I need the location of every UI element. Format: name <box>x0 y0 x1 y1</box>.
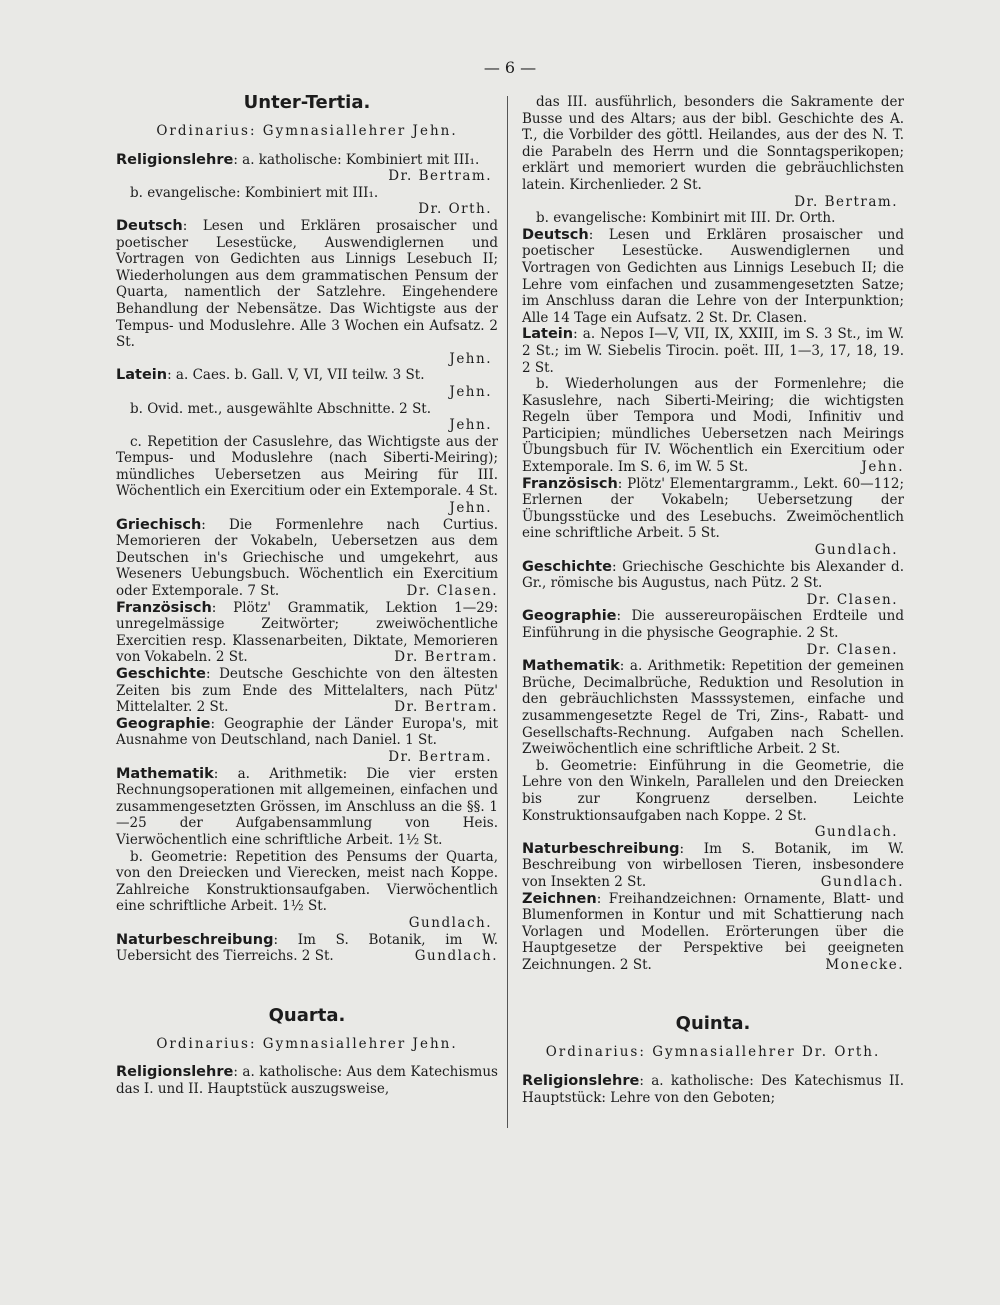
teacher-signature: Monecke. <box>825 956 904 973</box>
subject-text: : Lesen und Erklären prosaischer und poetischer Lesestücke. Auswendiglernen und Vortragen von Gedichten aus Linnigs Lesebuch II; die Lehre vom einfachen und zusammengesetzten Satze; im Anschluss daran die Lehre von der Interpunktion; Alle 14 Tage ein Aufsatz. 2 St. Dr. Clasen. <box>522 226 904 326</box>
section-title-quarta: Quarta. <box>268 1004 346 1026</box>
subject-paragraph <box>522 608 904 641</box>
subject-heading: Naturbeschreibung <box>522 840 680 857</box>
ordinarius-line: Ordinarius: Gymnasiallehrer Jehn. <box>156 123 458 139</box>
subject-paragraph <box>522 227 904 327</box>
left-column <box>116 92 498 1097</box>
subject-paragraph <box>522 658 904 758</box>
subject-text: : Im S. Botanik, im W. Beschreibung von wirbellosen Tieren, insbesondere von Insekten 2 St. <box>522 840 904 890</box>
teacher-signature: Jehn. <box>449 417 492 434</box>
subject-heading: Latein <box>522 326 574 343</box>
subject-heading: Französisch <box>522 475 618 492</box>
subject-paragraph <box>116 600 498 666</box>
subject-text: b. Geometrie: Einführung in die Geometrie, die Lehre von den Winkeln, Parallelen und den Dreiecken bis zur Kongruenz derselben. Leichte Konstruktionsaufgaben nach Koppe. 2 St. <box>522 757 904 824</box>
subject-paragraph <box>116 666 498 716</box>
teacher-signature: Dr. Bertram. <box>388 168 492 185</box>
teacher-signature: Dr. Bertram. <box>394 699 498 716</box>
subject-heading: Geschichte <box>522 558 612 575</box>
teacher-signature: Dr. Bertram. <box>394 649 498 666</box>
subject-paragraph <box>116 152 498 169</box>
left-blocks <box>116 152 498 965</box>
subject-text: : a. katholische: Des Katechismus II. Hauptstück: Lehre von den Geboten; <box>522 1073 904 1106</box>
teacher-signature: Dr. Bertram. <box>388 748 492 765</box>
subject-text: : Die aussereuropäischen Erdteile und Einführung in die physische Geographie. 2 St. <box>522 608 904 641</box>
subject-paragraph <box>522 210 904 227</box>
subject-paragraph <box>116 367 498 384</box>
page-number: — 6 — <box>483 58 537 77</box>
subject-heading: Mathematik <box>116 765 214 782</box>
column-divider <box>507 96 508 1128</box>
subject-paragraph <box>116 1064 498 1097</box>
teacher-signature: Gundlach. <box>408 914 492 931</box>
subject-text: b. evangelische: Kombinirt mit III. Dr. Orth. <box>536 210 836 227</box>
subject-paragraph <box>116 849 498 915</box>
teacher-signature: Dr. Clasen. <box>806 591 898 608</box>
teacher-signature: Gundlach. <box>820 873 904 890</box>
subject-paragraph <box>522 376 904 476</box>
teacher-signature: Gundlach. <box>814 824 898 841</box>
section-title-quinta: Quinta. <box>675 1013 751 1035</box>
teacher-signature: Gundlach. <box>414 948 498 965</box>
subject-heading: Latein <box>116 367 168 384</box>
subject-heading: Geographie <box>116 715 211 732</box>
subject-paragraph <box>522 326 904 376</box>
teacher-signature: Jehn. <box>861 459 904 476</box>
subject-text: das III. ausführlich, besonders die Sakramente der Busse und des Altars; aus der bibl. Geschichte des A. T., die Vorbilder des göttl. Heilandes, aus der des N. T. die Parabeln des Herrn und die Sonntagsperikopen; erklärt und memoriert wurden die gebräuchlichsten latein. Kirchenlieder. 2 St. <box>522 94 904 193</box>
subject-paragraph <box>522 758 904 824</box>
subject-heading: Religionslehre <box>116 151 234 168</box>
subject-text: : Plötz' Elementargramm., Lekt. 60—112; Erlernen der Vokabeln; Uebersetzung der Übungsstücke und des Lesebuchs. Zweimöchentlich eine schriftliche Arbeit. 5 St. <box>522 475 904 542</box>
subject-heading: Geographie <box>522 608 617 625</box>
subject-heading: Deutsch <box>522 226 589 243</box>
subject-heading: Deutsch <box>116 217 183 234</box>
right-blocks-2 <box>522 1073 904 1106</box>
subject-heading: Geschichte <box>116 666 206 682</box>
subject-heading: Naturbeschreibung <box>116 931 274 948</box>
subject-text: : a. Arithmetik: Repetition der gemeinen Brüche, Decimalbrüche, Reduktion und Resolution in den gebräuchlichsten Masssystemen, einfache und zusammengesetzte Regel de Tri, Zins-, Rabatt- und Gesellschafts-Rechnung. Aufgaben nach Schellen. Zweiwöchentlich eine schriftliche Arbeit. 2 St. <box>522 658 904 758</box>
subject-paragraph <box>116 185 498 202</box>
subject-paragraph <box>116 766 498 849</box>
subject-paragraph <box>116 932 498 965</box>
subject-text: : Plötz' Grammatik, Lektion 1—29: unregelmässige Zeitwörter; zweiwöchentliche Exercitien resp. Klassenarbeiten, Diktate, Memorieren von Vokabeln. 2 St. <box>116 599 498 666</box>
ordinarius-line: Ordinarius: Gymnasiallehrer Dr. Orth. <box>545 1044 881 1061</box>
subject-paragraph <box>522 891 904 974</box>
subject-text: : Geographie der Länder Europa's, mit Ausnahme von Deutschland, nach Daniel. 1 St. <box>116 715 498 749</box>
subject-paragraph <box>522 1073 904 1106</box>
subject-text: b. Ovid. met., ausgewählte Abschnitte. 2 St. <box>130 400 432 417</box>
subject-text: c. Repetition der Casuslehre, das Wichtigste aus der Tempus- und Moduslehre (nach Siberti-Meiring); mündliches Uebersetzen aus Meiring für III. Wöchentlich ein Exercitium oder ein Extemporale. 4 St. <box>116 433 498 500</box>
subject-heading: Religionslehre <box>522 1073 640 1090</box>
subject-paragraph <box>522 559 904 592</box>
teacher-signature: Jehn. <box>449 500 492 517</box>
subject-text: : Lesen und Erklären prosaischer und poetischer Lesestücke, Auswendiglernen und Vortragen von Gedichten aus Linnigs Lesebuch II; Wiederholungen aus dem grammatischen Pensum der Quarta, namentlich der Satzlehre. Eingehendere Behandlung der Nebensätze. Das Wichtigste aus der Tempus- und Moduslehre. Alle 3 Wochen ein Aufsatz. 2 St. <box>116 217 498 351</box>
subject-text: : a. katholische: Aus dem Katechismus das I. und II. Hauptstück auszugsweise, <box>116 1064 498 1097</box>
section-title-unter-tertia: Unter-Tertia. <box>243 92 371 113</box>
right-blocks <box>522 94 904 973</box>
teacher-signature: Dr. Clasen. <box>806 641 898 658</box>
subject-paragraph <box>116 218 498 351</box>
subject-text: : a. Nepos I—V, VII, IX, XXIII, im S. 3 St., im W. 2 St.; im W. Siebelis Tirocin. poët. III, 1—3, 17, 18, 19. 2 St. <box>522 326 904 376</box>
subject-text: : Griechische Geschichte bis Alexander d. Gr., römische bis Augustus, nach Pütz. 2 St. <box>522 558 904 592</box>
subject-heading: Religionslehre <box>116 1064 234 1081</box>
teacher-signature: Dr. Orth. <box>418 201 492 218</box>
left-blocks-2 <box>116 1064 498 1097</box>
subject-heading: Mathematik <box>522 658 620 675</box>
subject-paragraph <box>116 401 498 418</box>
subject-text: b. Wiederholungen aus der Formenlehre; die Kasuslehre, nach Siberti-Meiring; die wichtigsten Regeln über Tempora und Modi, Infinitiv und Participien; mündliches Uebersetzen nach Meirings Übungsbuch für IV. Wöchentlich ein Exercitium oder Extemporale. Im S. 6, im W. 5 St. <box>522 376 904 476</box>
subject-text: : Die Formenlehre nach Curtius. Memorieren der Vokabeln, Uebersetzen aus dem Deutschen in's Griechische und umgekehrt, aus Weseners Uebungsbuch. Wöchentlich ein Exercitium oder Extemporale. 7 St. <box>116 516 498 600</box>
subject-text: : a. katholische: Kombiniert mit III₁. <box>233 151 480 168</box>
teacher-signature: Jehn. <box>449 350 492 367</box>
subject-heading: Griechisch <box>116 516 202 533</box>
subject-paragraph <box>116 434 498 500</box>
subject-paragraph <box>522 476 904 542</box>
subject-paragraph <box>116 517 498 600</box>
teacher-signature: Jehn. <box>449 383 492 400</box>
right-column <box>522 94 904 1106</box>
subject-text: b. Geometrie: Repetition des Pensums der Quarta, von den Dreiecken und Vierecken, meist nach Koppe. Zahlreiche Konstruktionsaufgaben. Vierwöchentlich eine schriftliche Arbeit. 1½ St. <box>116 848 498 915</box>
subject-text: : Deutsche Geschichte von den ältesten Zeiten bis zum Ende des Mittelalters, nach Pütz' Mittelalter. 2 St. <box>116 666 498 716</box>
ordinarius-line: Ordinarius: Gymnasiallehrer Jehn. <box>156 1035 458 1052</box>
subject-heading: Französisch <box>116 599 212 616</box>
teacher-signature: Dr. Bertram. <box>794 193 898 210</box>
subject-text: : a. Caes. b. Gall. V, VI, VII teilw. 3 St. <box>167 367 425 384</box>
subject-text: : a. Arithmetik: Die vier ersten Rechnungsoperationen mit allgemeinen, einfachen und zusammengesetzten Grössen, im Anschluss an die §§. 1—25 der Aufgabensammlung von Heis. Vierwöchentlich eine schriftliche Arbeit. 1½ St. <box>116 765 498 848</box>
subject-text: : Freihandzeichnen: Ornamente, Blatt- und Blumenformen in Kontur und mit Schattierung nach Vorlagen und Modellen. Erörterungen über die Hauptgesetze der Perspektive bei geeigneten Zeichnungen. 2 St. <box>522 890 904 973</box>
subject-text: b. evangelische: Kombiniert mit III₁. <box>130 184 379 201</box>
subject-paragraph <box>522 841 904 891</box>
subject-paragraph <box>522 94 904 194</box>
subject-heading: Zeichnen <box>522 890 597 907</box>
subject-text: : Im S. Botanik, im W. Uebersicht des Tierreichs. 2 St. <box>116 931 498 965</box>
teacher-signature: Dr. Clasen. <box>406 583 498 600</box>
teacher-signature: Gundlach. <box>814 542 898 559</box>
subject-paragraph <box>116 716 498 749</box>
